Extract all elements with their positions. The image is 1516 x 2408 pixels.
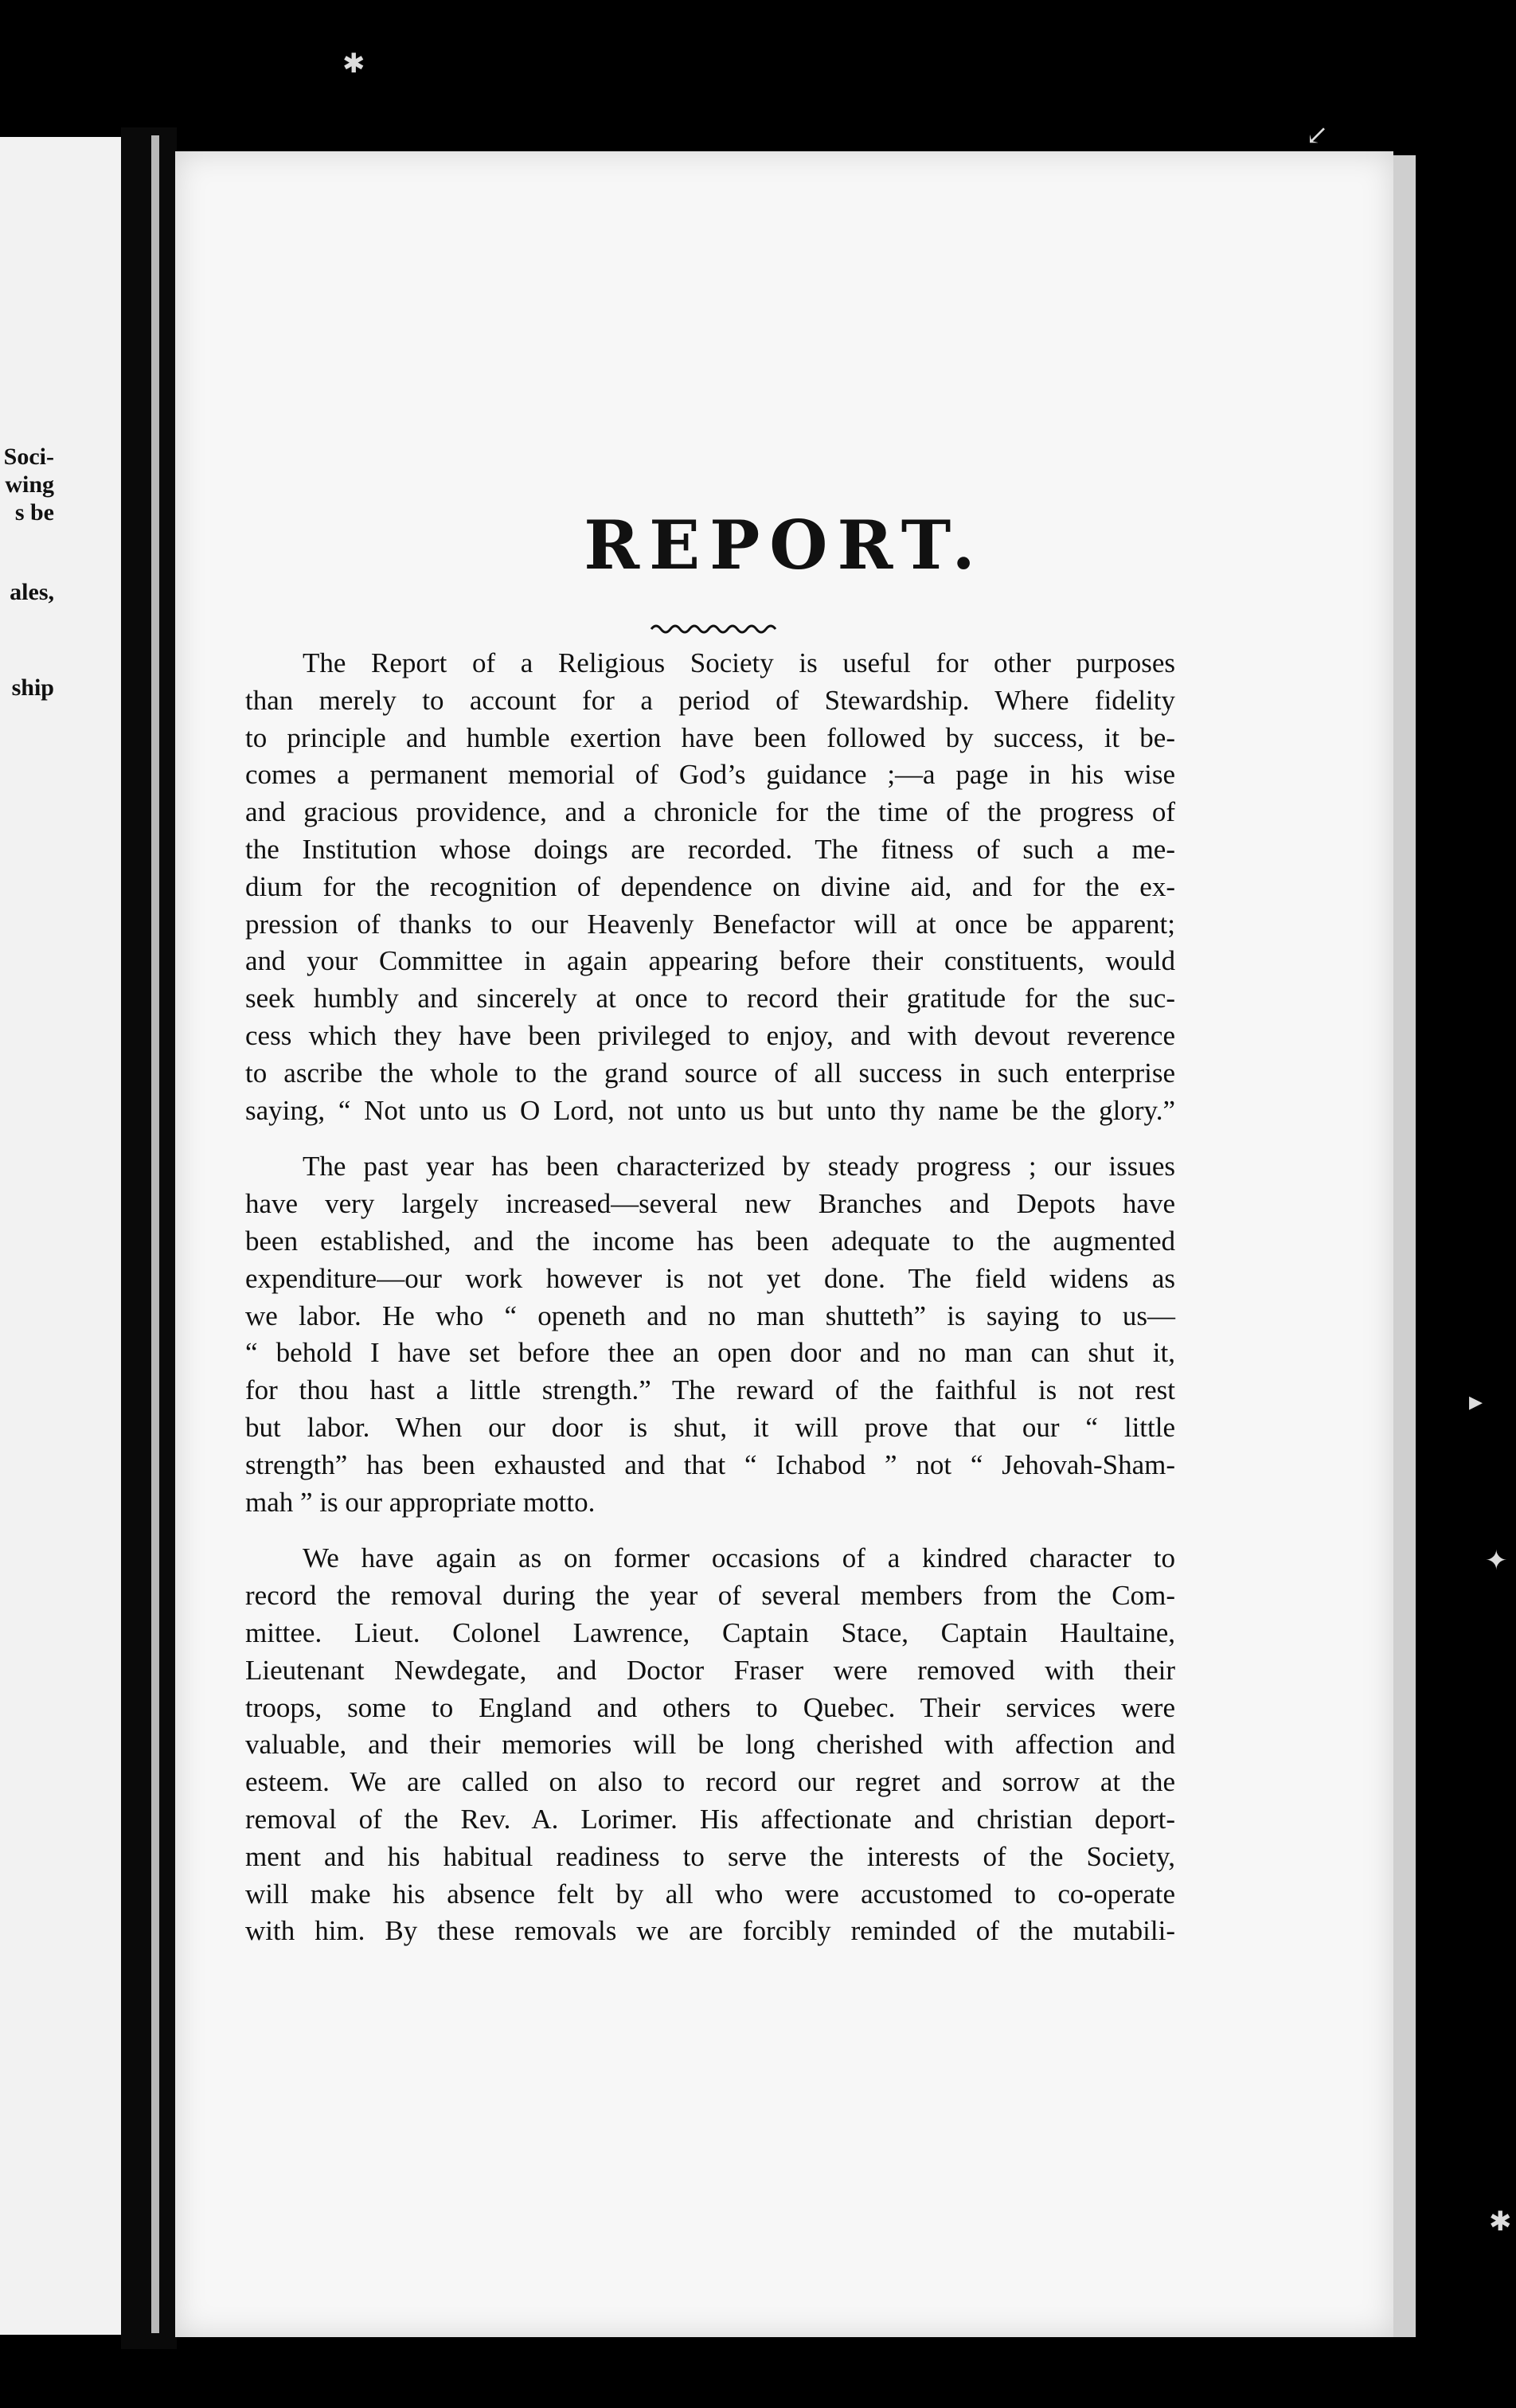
text-line: Lieutenant Newdegate, and Doctor Fraser were removed with their (245, 1654, 1175, 1686)
text-line: ment and his habitual readiness to serve the interests of the Society, (245, 1840, 1175, 1872)
text-line: troops, some to England and others to Quebec. Their services were (245, 1691, 1175, 1723)
scan-speck: ↙ (1306, 119, 1329, 151)
text-line: but labor. When our door is shut, it will prove that our “ little (245, 1411, 1175, 1443)
text-line: to principle and humble exertion have been followed by success, it be- (245, 721, 1175, 753)
report-body (245, 645, 1175, 1950)
text-line: “ behold I have set before thee an open door and no man can shut it, (245, 1337, 1175, 1369)
text-line: removal of the Rev. A. Lorimer. His affectionate and christian deport- (245, 1803, 1175, 1835)
document-page (175, 151, 1393, 2337)
text-line: than merely to account for a period of Stewardship. Where fidelity (245, 684, 1175, 716)
text-line: with him. By these removals we are forcibly reminded of the mutabili- (245, 1915, 1175, 1947)
text-line: valuable, and their memories will be long cherished with affection and (245, 1729, 1175, 1761)
text-line: to ascribe the whole to the grand source of all success in such enterprise (245, 1057, 1175, 1089)
facing-page-text: Soci- (3, 444, 54, 470)
page-title: REPORT. (584, 506, 985, 584)
text-line: for thou hast a little strength.” The reward of the faithful is not rest (245, 1374, 1175, 1406)
text-line: saying, “ Not unto us O Lord, not unto us but unto thy name be the glory.” (245, 1094, 1175, 1126)
facing-page-fragment (0, 137, 121, 2335)
text-line: mah ” is our appropriate motto. (245, 1486, 596, 1518)
text-line: mittee. Lieut. Colonel Lawrence, Captain Stace, Captain Haultaine, (245, 1616, 1175, 1648)
text-line: the Institution whose doings are recorded. The fitness of such a me- (245, 833, 1175, 865)
scan-speck: ▸ (1469, 1386, 1483, 1417)
page-edge-line (151, 135, 159, 2333)
text-line: The past year has been characterized by steady progress ; our issues (303, 1151, 1175, 1182)
text-line: comes a permanent memorial of God’s guidance ;—a page in his wise (245, 759, 1175, 791)
title-ornament-divider (650, 621, 777, 637)
text-line: We have again as on former occasions of a kindred character to (303, 1542, 1175, 1574)
facing-page-text: wing (5, 471, 54, 498)
scan-speck: ✦ (1485, 1545, 1508, 1577)
text-line: cess which they have been privileged to enjoy, and with devout reverence (245, 1019, 1175, 1051)
page-right-edge (1393, 155, 1416, 2337)
text-line: and gracious providence, and a chronicle for the time of the progress of (245, 796, 1175, 828)
facing-page-text: s be (14, 499, 54, 526)
text-line: The Report of a Religious Society is useful for other purposes (303, 647, 1175, 678)
paragraph-removals (245, 1540, 1175, 1950)
text-line: expenditure—our work however is not yet done. The field widens as (245, 1262, 1175, 1294)
scan-speck: ✱ (1489, 2206, 1512, 2238)
text-line: dium for the recognition of dependence on divine aid, and for the ex- (245, 870, 1175, 902)
facing-page-text: ales, (10, 579, 54, 605)
facing-page-text: ship (11, 674, 54, 701)
text-line: strength” has been exhausted and that “ Ichabod ” not “ Jehovah-Sham- (245, 1448, 1175, 1480)
text-line: esteem. We are called on also to record our regret and sorrow at the (245, 1766, 1175, 1798)
text-line: have very largely increased—several new Branches and Depots have (245, 1188, 1175, 1220)
text-line: pression of thanks to our Heavenly Benefactor will at once be apparent; (245, 908, 1175, 940)
scan-speck: ✱ (342, 48, 365, 80)
text-line: seek humbly and sincerely at once to record their gratitude for the suc- (245, 983, 1175, 1014)
text-line: record the removal during the year of several members from the Com- (245, 1580, 1175, 1612)
text-line: been established, and the income has been adequate to the augmented (245, 1225, 1175, 1257)
book-gutter (121, 127, 177, 2349)
paragraph-stewardship (245, 645, 1175, 1129)
text-line: and your Committee in again appearing before their constituents, would (245, 945, 1175, 977)
text-line: will make his absence felt by all who were accustomed to co-operate (245, 1878, 1175, 1910)
text-line: we labor. He who “ openeth and no man shutteth” is saying to us— (245, 1300, 1175, 1331)
paragraph-progress (245, 1148, 1175, 1521)
